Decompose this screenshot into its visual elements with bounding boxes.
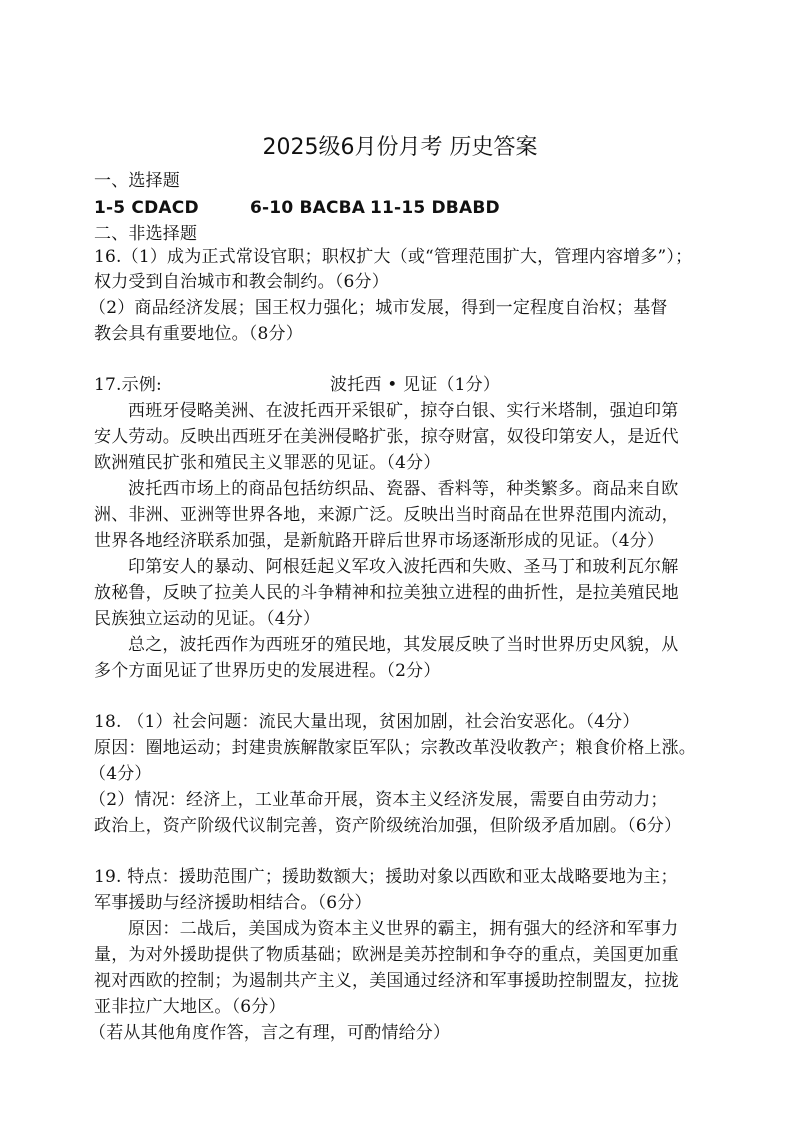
q17-line: 安人劳动。反映出西班牙在美洲侵略扩张，掠夺财富，奴役印第安人，是近代	[94, 427, 679, 447]
q18-line: 18. （1）社会问题：流民大量出现，贫困加剧，社会治安恶化。（4分）	[94, 712, 640, 732]
q17-topic: 波托西 • 见证（1分）	[330, 375, 501, 395]
q19-line: 军事援助与经济援助相结合。（6分）	[94, 893, 372, 913]
section-heading-choice: 一、选择题	[94, 171, 180, 191]
q17-line: 欧洲殖民扩张和殖民主义罪恶的见证。（4分）	[94, 453, 441, 473]
grading-note: （若从其他角度作答，言之有理，可酌情给分）	[89, 1023, 451, 1043]
q17-line: 总之，波托西作为西班牙的殖民地，其发展反映了当时世界历史风貌，从	[128, 635, 679, 655]
q19-line: 亚非拉广大地区。（6分）	[94, 997, 286, 1017]
q16-line: （2）商品经济发展；国王权力强化；城市发展，得到一定程度自治权；基督	[89, 298, 668, 318]
q17-line: 多个方面见证了世界历史的发展进程。（2分）	[94, 661, 441, 681]
q18-line: （2）情况：经济上，工业革命开展，资本主义经济发展，需要自由劳动力；	[89, 790, 668, 810]
q16-line: 16.（1）成为正式常设官职；职权扩大（或“管理范围扩大，管理内容增多”）；	[94, 247, 693, 267]
q19-line: 视对西欧的控制；为遏制共产主义，美国通过经济和军事援助控制盟友，拉拢	[94, 971, 679, 991]
q19-line: 原因：二战后，美国成为资本主义世界的霸主，拥有强大的经济和军事力	[128, 919, 679, 939]
section-heading-non-choice: 二、非选择题	[94, 224, 198, 244]
q18-line: （4分）	[89, 764, 152, 784]
q17-line: 洲、非洲、亚洲等世界各地，来源广泛。反映出当时商品在世界范围内流动，	[94, 505, 679, 525]
q17-line: 世界各地经济联系加强，是新航路开辟后世界市场逐渐形成的见证。（4分）	[94, 531, 665, 551]
q17-line: 民族独立运动的见证。（4分）	[94, 609, 321, 629]
q17-line: 波托西市场上的商品包括纺织品、瓷器、香料等，种类繁多。商品来自欧	[128, 479, 679, 499]
answers-1-5: 1-5 CDACD	[94, 198, 199, 218]
q17-line: 放秘鲁，反映了拉美人民的斗争精神和拉美独立进程的曲折性，是拉美殖民地	[94, 583, 679, 603]
answers-6-10: 6-10 BACBA	[250, 198, 366, 218]
q18-line: 原因：圈地运动；封建贵族解散家臣军队；宗教改革没收教产；粮食价格上涨。	[94, 738, 696, 758]
page-title: 2025级6月份月考 历史答案	[262, 135, 538, 160]
q17-label: 17.示例:	[94, 375, 162, 395]
answers-11-15: 11-15 DBABD	[370, 198, 500, 218]
q17-line: 西班牙侵略美洲、在波托西开采银矿，掠夺白银、实行米塔制，强迫印第	[128, 401, 679, 421]
q18-line: 政治上，资产阶级代议制完善，资产阶级统治加强，但阶级矛盾加剧。（6分）	[94, 816, 682, 836]
q16-line: 权力受到自治城市和教会制约。（6分）	[94, 272, 389, 292]
q17-line: 印第安人的暴动、阿根廷起义军攻入波托西和失败、圣马丁和玻利瓦尔解	[128, 557, 679, 577]
q16-line: 教会具有重要地位。（8分）	[94, 324, 303, 344]
q19-line: 量，为对外援助提供了物质基础；欧洲是美苏控制和争夺的重点，美国更加重	[94, 945, 679, 965]
q19-line: 19. 特点：援助范围广；援助数额大；援助对象以西欧和亚太战略要地为主；	[94, 867, 678, 887]
